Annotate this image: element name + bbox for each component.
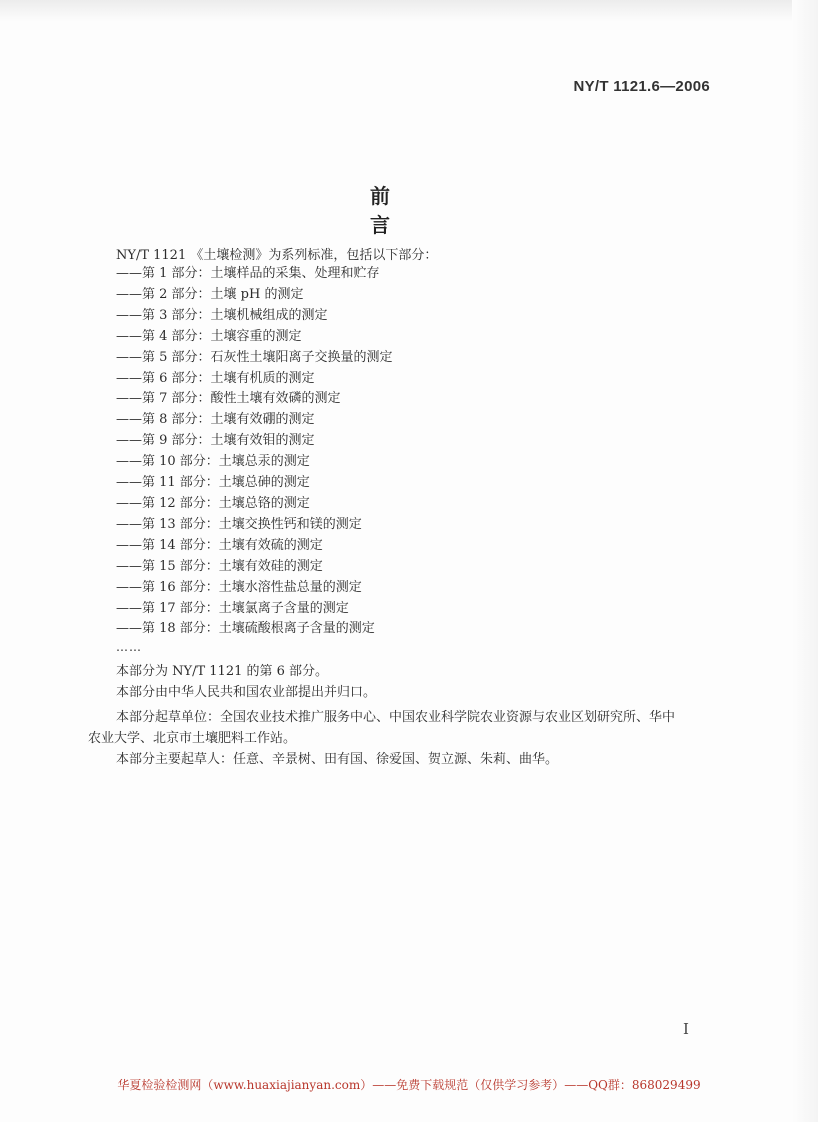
- list-item: ——第 16 部分：土壤水溶性盐总量的测定: [116, 579, 362, 595]
- paragraph-part-number: 本部分为 NY/T 1121 的第 6 部分。: [116, 664, 329, 679]
- list-item: ——第 3 部分：土壤机械组成的测定: [116, 307, 328, 323]
- list-item: ——第 4 部分：土壤容重的测定: [116, 328, 302, 344]
- list-item: ——第 6 部分：土壤有机质的测定: [116, 370, 315, 386]
- footer-watermark-text: 华夏检验检测网（www.huaxiajianyan.com）——免费下载规范（仅供学习参考）——QQ群：868029499: [117, 1078, 701, 1092]
- list-item: ——第 8 部分：土壤有效硼的测定: [116, 412, 315, 428]
- list-item: ——第 18 部分：土壤硫酸根离子含量的测定: [116, 621, 375, 637]
- list-item: ——第 12 部分：土壤总铬的测定: [116, 495, 310, 511]
- list-item: ——第 5 部分：石灰性土壤阳离子交换量的测定: [116, 349, 393, 365]
- paragraph-drafters: 本部分主要起草人：任意、辛景树、田有国、徐爱国、贺立源、朱莉、曲华。: [116, 752, 559, 767]
- list-item: ——第 9 部分：土壤有效钼的测定: [116, 433, 315, 449]
- list-item: ——第 2 部分：土壤 pH 的测定: [116, 286, 304, 302]
- paragraph-drafting-units: 本部分起草单位：全国农业技术推广服务中心、中国农业科学院农业资源与农业区划研究所、华中: [116, 710, 676, 725]
- page-number: I: [683, 1020, 689, 1038]
- intro-line: NY/T 1121 《土壤检测》为系列标准，包括以下部分：: [116, 248, 438, 263]
- list-item: ——第 10 部分：土壤总汞的测定: [116, 454, 310, 470]
- list-item: ——第 17 部分：土壤氯离子含量的测定: [116, 600, 349, 616]
- list-item: ——第 1 部分：土壤样品的采集、处理和贮存: [116, 266, 380, 281]
- paragraph-drafting-units-continued: 农业大学、北京市土壤肥料工作站。: [88, 731, 297, 746]
- paragraph-proposer: 本部分由中华人民共和国农业部提出并归口。: [116, 685, 377, 700]
- list-item: ——第 15 部分：土壤有效硅的测定: [116, 558, 323, 574]
- list-item: ——第 7 部分：酸性土壤有效磷的测定: [116, 391, 341, 407]
- list-item: ——第 13 部分：土壤交换性钙和镁的测定: [116, 516, 362, 532]
- scan-top-shadow: [0, 0, 818, 22]
- list-ellipsis: ……: [116, 640, 142, 654]
- parts-list: [116, 264, 393, 640]
- scan-right-edge: [792, 0, 818, 1122]
- list-item: ——第 11 部分：土壤总砷的测定: [116, 475, 310, 491]
- page-title: 前 言: [370, 184, 430, 237]
- standard-code: NY/T 1121.6—2006: [573, 78, 710, 95]
- list-item: ——第 14 部分：土壤有效硫的测定: [116, 537, 323, 553]
